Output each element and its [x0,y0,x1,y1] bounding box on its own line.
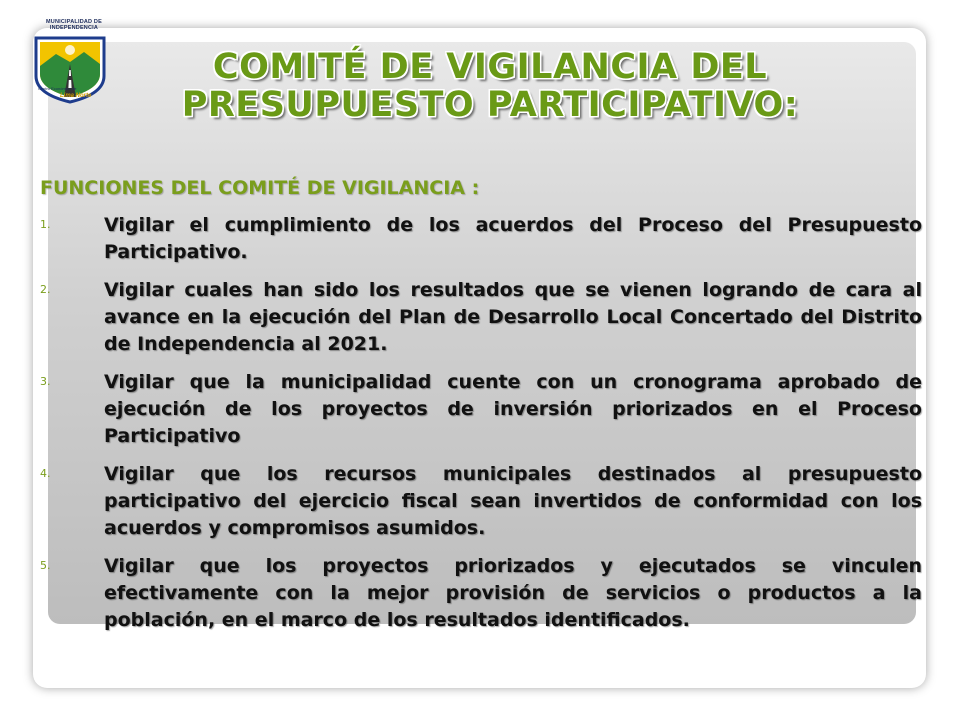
slide-title [150,48,830,124]
title-line-2: PRESUPUESTO PARTICIPATIVO: [181,85,799,125]
functions-list [40,212,922,645]
list-item [40,553,922,634]
logo-brand: Lima Norte [60,93,92,99]
list-text: Vigilar que los proyectos priorizados y ejecutados se vinculen efectivamente con la mejor provisión de servicios o productos a la población, en el marco de los resultados identificados. [104,555,922,631]
list-text: Vigilar que la municipalidad cuente con un cronograma aprobado de ejecución de los proyectos de inversión priorizados en el Proceso Participativo [104,371,922,447]
list-number: 3. [40,375,51,388]
list-number: 5. [40,559,51,572]
list-number: 4. [40,467,51,480]
title-line-1: COMITÉ DE VIGILANCIA DEL [212,47,768,87]
logo-name: MUNICIPALIDAD DE INDEPENDENCIA [46,19,102,31]
list-item [40,369,922,450]
list-item [40,461,922,542]
list-text: Vigilar que los recursos municipales destinados al presupuesto participativo del ejercicio fiscal sean invertidos de conformidad con los acuerdos y compromisos asumidos. [104,463,922,539]
list-item [40,212,922,266]
list-number: 2. [40,283,51,296]
list-text: Vigilar cuales han sido los resultados que se vienen logrando de cara al avance en la ejecución del Plan de Desarrollo Local Concertado del Distrito de Independencia al 2021. [104,279,922,355]
list-text: Vigilar el cumplimiento de los acuerdos del Proceso del Presupuesto Participativo. [104,214,922,263]
section-heading: FUNCIONES DEL COMITÉ DE VIGILANCIA : [40,177,480,199]
logo-subtitle: Centro Económico de [38,86,77,91]
list-number: 1. [40,218,51,231]
list-item [40,277,922,358]
